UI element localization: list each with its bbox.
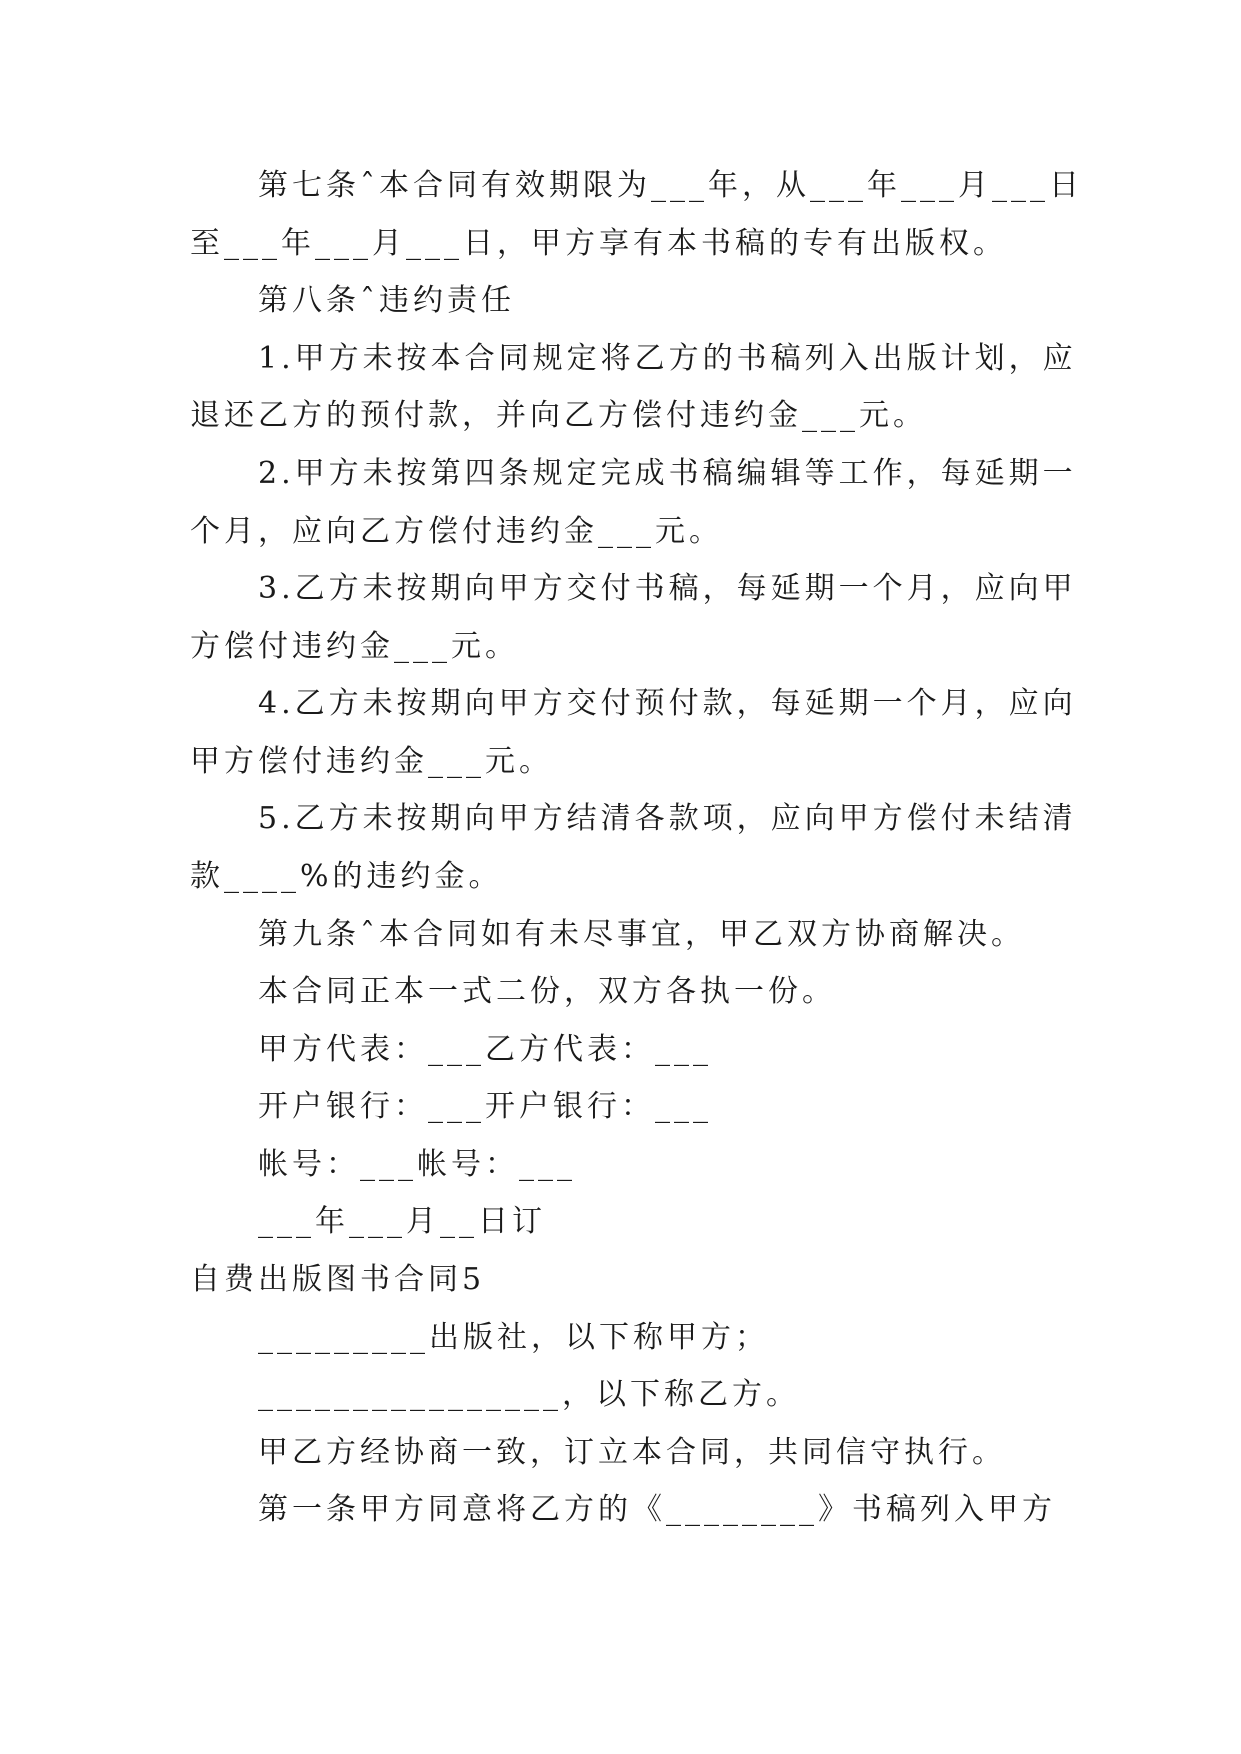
text-line: 5.乙方未按期向甲方结清各款项，应向甲方偿付未结清 (258, 801, 1077, 836)
signature-line: 甲方代表：___乙方代表：___ (258, 1032, 712, 1067)
text-line: 2.甲方未按第四条规定完成书稿编辑等工作，每延期一 (258, 456, 1077, 491)
bank-line: 开户银行：___开户银行：___ (258, 1089, 712, 1124)
section-heading: 第八条ˆ违约责任 (258, 283, 515, 318)
text-line: 第七条ˆ本合同有效期限为___年，从___年___月___日 (258, 168, 1083, 203)
party-b-line: ________________，以下称乙方。 (258, 1377, 800, 1412)
text-line: 4.乙方未按期向甲方交付预付款，每延期一个月，应向 (258, 686, 1077, 721)
date-line: ___年___月__日订 (258, 1204, 546, 1239)
text-line: 甲方偿付违约金___元。 (190, 744, 553, 779)
text-line: 3.乙方未按期向甲方交付书稿，每延期一个月，应向甲 (258, 571, 1077, 606)
text-line: 方偿付违约金___元。 (190, 629, 519, 664)
text-line: 至___年___月___日，甲方享有本书稿的专有出版权。 (190, 226, 1007, 261)
text-line: 第一条甲方同意将乙方的《________》书稿列入甲方 (258, 1492, 1056, 1527)
text-line: 第九条ˆ本合同如有未尽事宜，甲乙双方协商解决。 (258, 917, 1025, 952)
text-line: 本合同正本一式二份，双方各执一份。 (258, 974, 836, 1009)
text-line: 个月，应向乙方偿付违约金___元。 (190, 514, 723, 549)
text-line: 甲乙方经协商一致，订立本合同，共同信守执行。 (258, 1435, 1006, 1470)
party-a-line: _________出版社，以下称甲方； (258, 1320, 769, 1355)
contract-title: 自费出版图书合同5 (190, 1262, 486, 1297)
text-line: 1.甲方未按本合同规定将乙方的书稿列入出版计划，应 (258, 341, 1077, 376)
text-line: 款____%的违约金。 (190, 859, 503, 894)
account-line: 帐号：___帐号：___ (258, 1147, 576, 1182)
text-line: 退还乙方的预付款，并向乙方偿付违约金___元。 (190, 398, 927, 433)
